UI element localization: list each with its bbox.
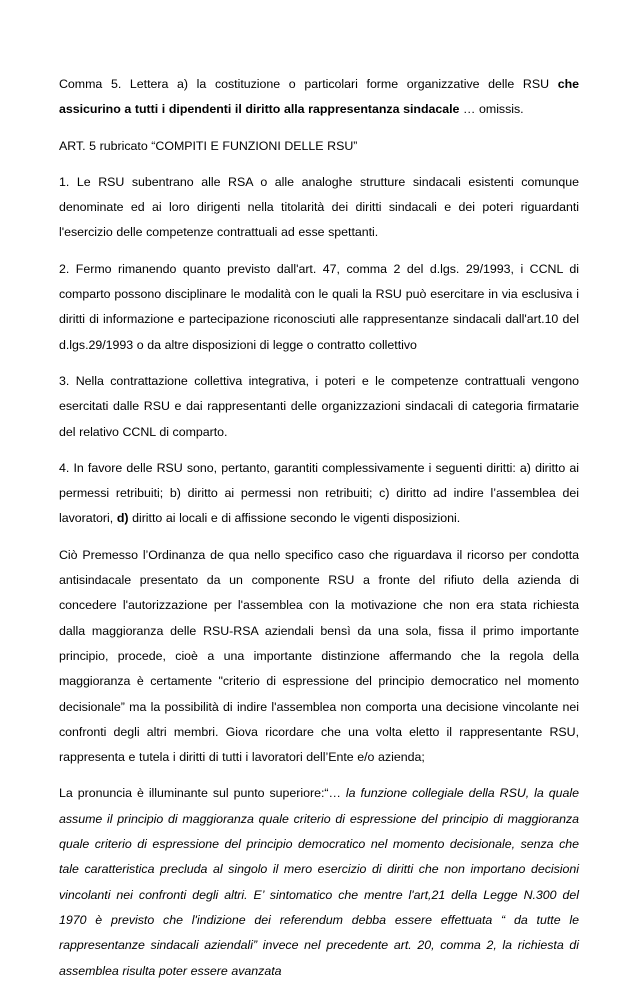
text-run: 2. Fermo rimanendo quanto previsto dall'art. 47, comma 2 del d.lgs. 29/1993, i CCNL di comparto possono disciplinare le modalità con le quali la RSU può esercitare in via esclusiva i diritti di informazione e partecipazione riconosciuti alle rappresentanze sindacali dall'art.10 del d.lgs.29/1993 o da altre disposizioni di legge o contratto collettivo <box>59 261 579 352</box>
text-run: diritto ai locali e di affissione secondo le vigenti disposizioni. <box>128 511 461 526</box>
paragraph-comma-5 <box>59 72 579 123</box>
document-text-body <box>59 72 579 984</box>
text-run: 3. Nella contrattazione collettiva integrativa, i poteri e le competenze contrattuali vengono esercitati dalle RSU e dai rappresentanti delle organizzazioni sindacali di categoria firmatarie del relativo CCNL di comparto. <box>59 373 579 439</box>
text-run-italic: la funzione collegiale della RSU, la quale assume il principio di maggioranza quale criterio di espressione del principio di maggioranza quale criterio di espressione del principio democratico nel momento decisionale, senza che tale caratteristica precluda al singolo il mero esercizio di diritti che non importano decisioni vincolanti nei confronti degli altri. E’ sintomatico che mentre l'art,21 della Legge N.300 del 1970 è previsto che l'indizione dei referendum debba essere effettuata “ da tutte le rappresentanze sindacali aziendali” invece nel precedente art. 20, comma 2, la richiesta di assemblea risulta poter essere avanzata <box>59 786 579 978</box>
paragraph-point-4 <box>59 456 579 532</box>
paragraph-cio-premesso <box>59 543 579 771</box>
paragraph-point-1 <box>59 170 579 246</box>
text-run: Ciò Premesso l’Ordinanza de qua nello specifico caso che riguardava il ricorso per condotta antisindacale presentato da un componente RSU a fronte del rifiuto della azienda di concedere l'autorizzazione per l'assemblea con la motivazione che non era stata richiesta dalla maggioranza delle RSU-RSA aziendali bensì da una sola, fissa il primo importante principio, procede, cioè a una importante distinzione affermando che la regola della maggioranza è certamente "criterio di espressione del principio democratico nel momento decisionale” ma la possibilità di indire l'assemblea non comporta una decisione vincolante nei confronti degli altri membri. Giova ricordare che una volta eletto il rappresentante RSU, rappresenta e tutela i diritti di tutti i lavoratori dell’Ente e/o azienda; <box>59 547 579 765</box>
text-run: 1. Le RSU subentrano alle RSA o alle analoghe strutture sindacali esistenti comunque denominate ed ai loro dirigenti nella titolarità dei diritti sindacali e dei poteri riguardanti l'esercizio delle competenze contrattuali ad esse spettanti. <box>59 174 579 240</box>
paragraph-art-5-heading <box>59 134 579 159</box>
text-run-bold: che assicurino a tutti i dipendenti il diritto alla rappresentanza sindacale <box>59 77 579 117</box>
text-run: La pronuncia è illuminante sul punto superiore:“… <box>59 786 346 801</box>
text-run: Comma 5. Lettera a) la costituzione o particolari forme organizzative delle RSU <box>59 77 558 91</box>
text-run: 4. In favore delle RSU sono, pertanto, garantiti complessivamente i seguenti diritti: a) diritto ai permessi retribuiti; b) diritto ai permessi non retribuiti; c) diritto ad indire l’assemblea dei lavoratori, <box>59 460 579 526</box>
paragraph-la-pronuncia <box>59 781 579 983</box>
paragraph-point-3 <box>59 369 579 445</box>
paragraph-point-2 <box>59 257 579 358</box>
text-run: … omissis. <box>459 102 524 117</box>
text-run-bold: d) <box>116 511 129 526</box>
text-run: ART. 5 rubricato “COMPITI E FUNZIONI DELLE RSU” <box>59 138 358 153</box>
